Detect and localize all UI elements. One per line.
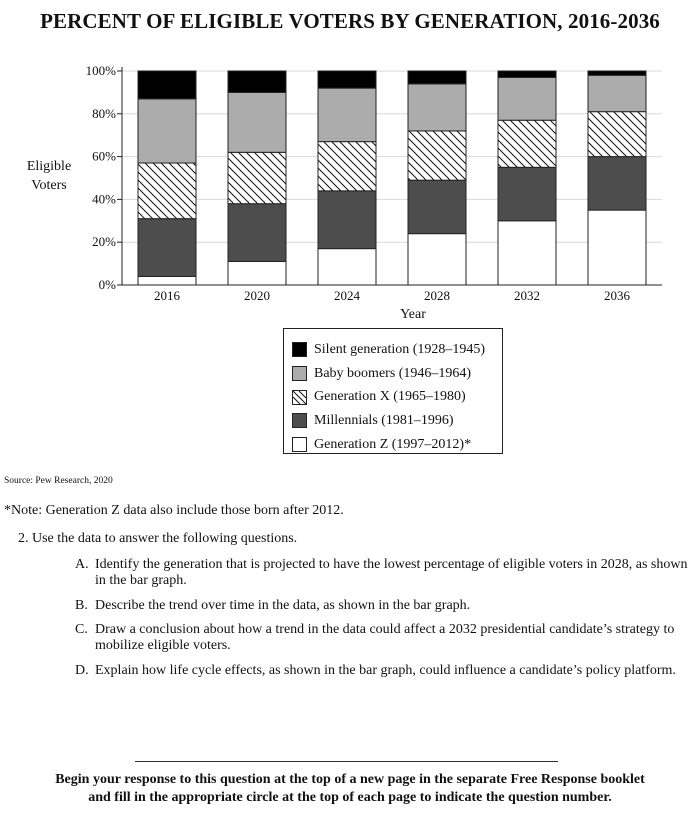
bar-segment [318,249,376,285]
part-text: Describe the trend over time in the data, as shown in the bar graph. [95,597,471,613]
legend-entry [292,385,502,409]
bar-segment [228,261,286,285]
bar-segment [138,276,196,285]
response-instructions [0,771,700,807]
y-tick-label: 40% [92,191,116,207]
instructions-line-1: Begin your response to this question at the top of a new page in the separate Free Response booklet [55,772,645,787]
question-parts [75,557,690,687]
bar-segment [498,71,556,77]
bar-segment [318,71,376,88]
x-axis-label: Year [400,307,426,322]
question-part-d [75,663,690,679]
part-letter: C. [75,622,88,637]
bar-segment [228,92,286,152]
x-tick-label: 2024 [334,288,360,303]
bar-segment [588,112,646,157]
question-part-c [75,622,690,654]
legend-label: Millennials (1981–1996) [314,412,454,428]
bar-segment [498,77,556,120]
x-tick-label: 2020 [244,288,270,303]
stacked-bar-chart [0,50,700,325]
y-tick-label: 0% [98,277,116,292]
x-tick-label: 2036 [604,288,630,303]
part-letter: D. [75,662,89,678]
legend-swatch [292,390,307,405]
chart-title: PERCENT OF ELIGIBLE VOTERS BY GENERATION, 2016-2036 [40,9,660,33]
source-citation: Source: Pew Research, 2020 [4,476,113,486]
legend-entry [292,362,502,386]
bar-segment [588,71,646,75]
part-text: Draw a conclusion about how a trend in the data could affect a 2032 presidential candidate’s strategy to mobilize eligible voters. [95,622,675,653]
legend-swatch [292,342,307,357]
bar-segment [228,71,286,92]
bar-segment [138,71,196,99]
bar-segment [588,157,646,211]
bar-segment [408,180,466,234]
y-tick-label: 100% [85,63,116,78]
part-text: Explain how life cycle effects, as shown in the bar graph, could influence a candidate’s policy platform. [95,662,676,678]
legend-swatch [292,413,307,428]
bar-segment [498,221,556,285]
part-letter: A. [75,557,89,572]
question-part-a [75,557,690,589]
legend-swatch [292,366,307,381]
question-prompt: 2. Use the data to answer the following questions. [18,531,298,546]
legend-label: Generation Z (1997–2012)* [314,436,472,452]
bar-segment [138,163,196,219]
y-tick-label: 20% [92,234,116,250]
y-tick-label: 80% [92,105,116,121]
legend-entry [292,338,502,362]
bar-segment [588,210,646,285]
y-axis-label-line-2: Voters [31,178,67,193]
bar-segment [138,99,196,163]
bar-segment [498,120,556,167]
bar-segment [588,75,646,111]
bar-segment [138,219,196,277]
footnote: *Note: Generation Z data also include those born after 2012. [4,503,344,518]
y-tick-label: 60% [92,148,116,164]
part-letter: B. [75,597,88,613]
legend-entry [292,409,502,433]
bar-segment [228,152,286,203]
y-axis-label [18,157,80,195]
bar-segment [228,204,286,262]
legend-swatch [292,437,307,452]
chart-legend [283,328,503,454]
legend-label: Silent generation (1928–1945) [314,341,486,357]
y-axis-label-line-1: Eligible [26,159,72,174]
legend-label: Generation X (1965–1980) [314,389,466,405]
bar-segment [498,167,556,221]
question-part-b [75,598,690,614]
divider-line [135,761,558,762]
bar-segment [408,131,466,180]
legend-entry [292,433,502,457]
instructions-line-2: and fill in the appropriate circle at the top of each page to indicate the question number. [88,790,612,805]
x-tick-label: 2028 [424,288,450,303]
bar-segment [318,142,376,191]
x-tick-label: 2032 [514,288,540,303]
part-text: Identify the generation that is projected to have the lowest percentage of eligible voters in 2028, as shown in the bar graph. [95,557,688,588]
bar-segment [318,191,376,249]
bar-segment [408,234,466,285]
x-tick-label: 2016 [154,288,180,303]
bar-segment [318,88,376,142]
bar-segment [408,84,466,131]
legend-label: Baby boomers (1946–1964) [314,365,472,381]
bar-segment [408,71,466,84]
